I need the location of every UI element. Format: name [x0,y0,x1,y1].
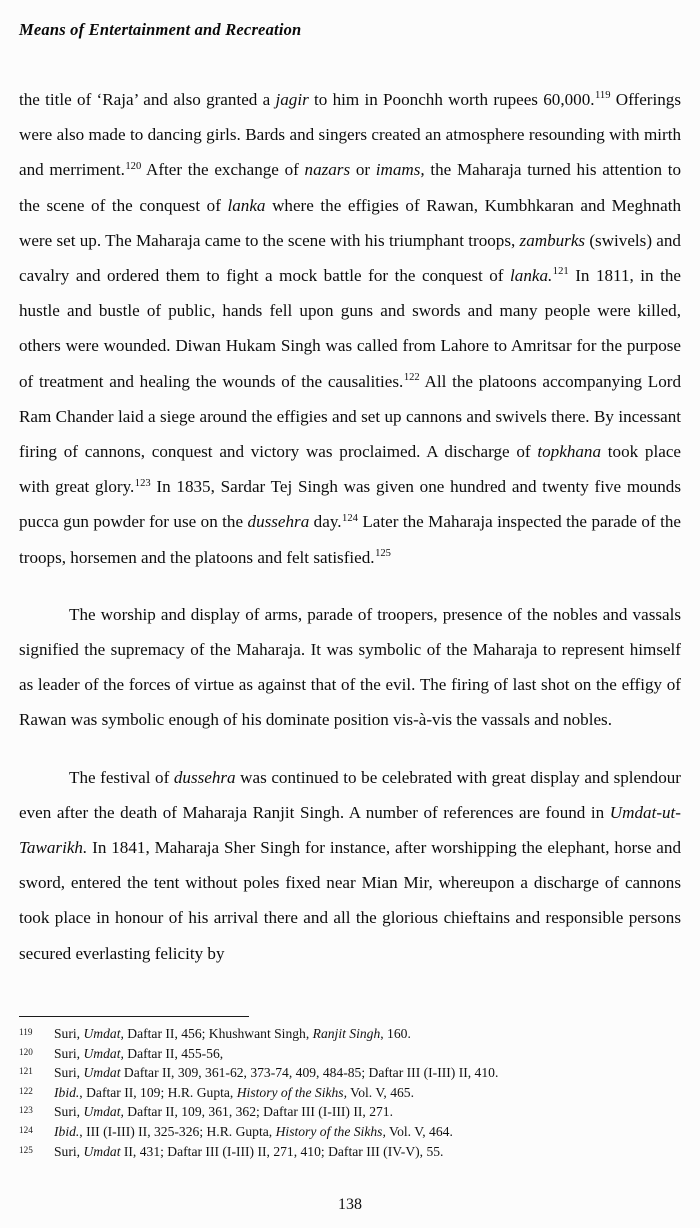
footnote-number: 121 [19,1066,33,1077]
footnote-text: Suri, Umdat, Daftar II, 456; Khushwant Singh, Ranjit Singh, 160. [54,1026,411,1041]
footnote-item [19,1102,681,1122]
footnote-number: 120 [19,1046,33,1057]
footnote-number: 123 [19,1105,33,1116]
footnote-number: 124 [19,1124,33,1135]
paragraph-3: The festival of dussehra was continued to be celebrated with great display and splendour even after the death of Maharaja Ranjit Singh. A number of references are found in Umdat-ut-Tawarikh. In 1841, Maharaja Sher Singh for instance, after worshipping the elephant, horse and sword, entered the tent without poles fixed near Mian Mir, whereupon a discharge of cannons took place in honour of his arrival there and all the glorious chieftains and responsible persons secured everlasting felicity by [19,767,681,963]
footnote-item [19,1083,681,1103]
footnote-item [19,1024,681,1044]
footnote-text: Ibid., Daftar II, 109; H.R. Gupta, History of the Sikhs, Vol. V, 465. [54,1084,414,1100]
footnote-text: Suri, Umdat II, 431; Daftar III (I-III) II, 271, 410; Daftar III (IV-V), 55. [54,1143,444,1159]
footnote-list [19,1024,681,1161]
footnote-text: Ibid., III (I-III) II, 325-326; H.R. Gupta, History of the Sikhs, Vol. V, 464. [54,1123,453,1139]
footnote-item [19,1142,681,1162]
footnote-text: Suri, Umdat Daftar II, 309, 361-62, 373-74, 409, 484-85; Daftar III (I-III) II, 410. [54,1065,499,1081]
footnote-item [19,1063,681,1083]
footnote-separator-rule [19,1016,249,1017]
footnote-text: Suri, Umdat, Daftar II, 455-56, [54,1045,224,1061]
footnote-number: 122 [19,1085,33,1096]
footnote-number: 119 [19,1027,33,1037]
paragraph-2: The worship and display of arms, parade of troopers, presence of the nobles and vassals signified the supremacy of the Maharaja. It was symbolic of the Maharaja to represent himself as leader of the forces of virtue as against that of the evil. The firing of last shot on the effigy of Rawan was symbolic enough of his dominate position vis-à-vis the vassals and nobles. [19,604,681,730]
running-head: Means of Entertainment and Recreation [19,20,302,39]
footnote-text: Suri, Umdat, Daftar II, 109, 361, 362; Daftar III (I-III) II, 271. [54,1104,393,1120]
footnote-area [19,1016,681,1161]
body-text-block [19,82,681,971]
page-number: 138 [338,1196,362,1213]
paragraph-1: the title of ‘Raja’ and also granted a jagir to him in Poonchh worth rupees 60,000.$^{119}$ Offerings were also made to dancing girls. Bards and singers created an atmosphere resounding with mirth and merriment.$^{120}$ After the exchange of nazars or imams, the Maharaja turned his attention to the scene of the conquest of lanka where the effigies of Rawan, Kumbhkaran and Meghnath were set up. The Maharaja came to the scene with his triumphant troops, zamburks (swivels) and cavalry and ordered them to fight a mock battle for the conquest of lanka.$^{121}$ In 1811, in the hustle and bustle of public, hands fell upon guns and swords and many people were killed, others were wounded. Diwan Hukam Singh was called from Lahore to Amritsar for the purpose of treatment and healing the wounds of the causalities.$^{122}$ All the platoons accompanying Lord Ram Chander laid a siege around the effigies and set up cannons and swivels there. By incessant firing of cannons, conquest and victory was proclaimed. A discharge of topkhana took place with great glory.$^{123}$ In 1835, Sardar Tej Singh was given one hundred and twenty five mounds pucca gun powder for use on the dussehra day.$^{124}$ Later the Maharaja inspected the parade of the troops, horsemen and the platoons and felt satisfied.$^{125}$ [19,90,682,567]
footnote-number: 125 [19,1144,33,1155]
footnote-item [19,1044,681,1064]
footnote-item [19,1122,681,1142]
